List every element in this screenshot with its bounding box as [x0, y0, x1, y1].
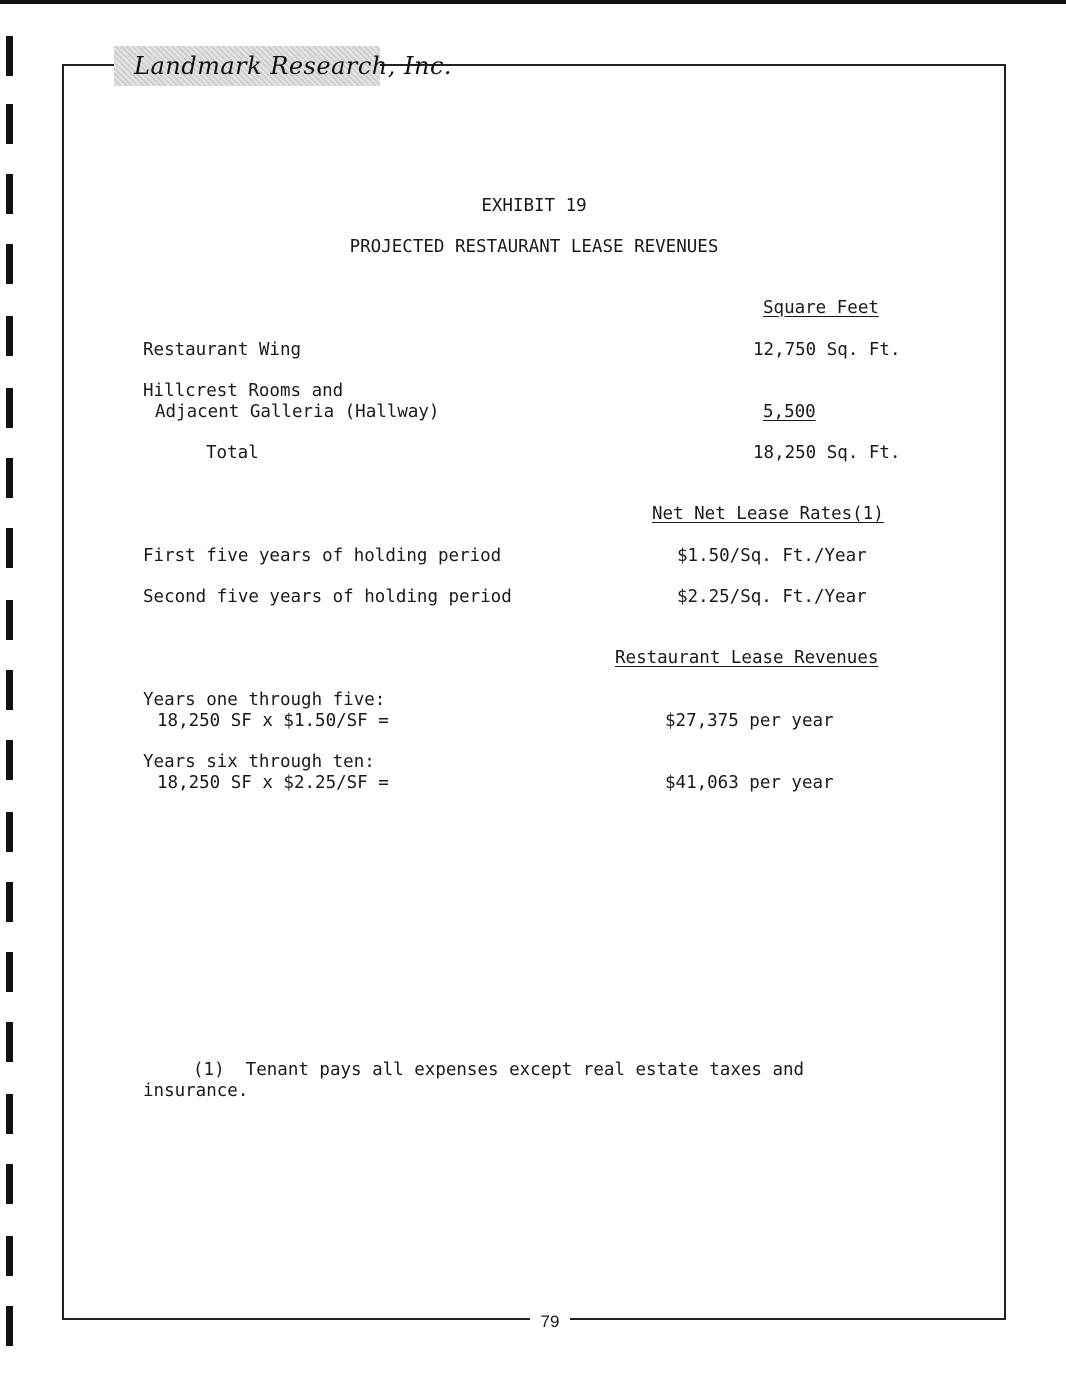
rate-label-first-five: First five years of holding period	[143, 546, 502, 566]
binder-mark	[6, 882, 13, 922]
binder-mark	[6, 104, 13, 144]
binder-mark	[6, 740, 13, 780]
company-logo	[114, 46, 453, 86]
rate-label-second-five: Second five years of holding period	[143, 587, 512, 607]
binder-mark	[6, 528, 13, 568]
row-value-hillcrest: 5,500	[763, 402, 816, 422]
company-logo-text: Landmark Research, Inc.	[134, 52, 453, 80]
page-top-edge	[0, 0, 1066, 4]
row-value-total: 18,250 Sq. Ft.	[753, 443, 901, 463]
revenue-label-years-1-5-line2: 18,250 SF x $1.50/SF =	[157, 711, 389, 731]
binder-mark	[6, 1164, 13, 1204]
binder-mark	[6, 36, 13, 76]
row-label-hillcrest-line1: Hillcrest Rooms and	[143, 381, 344, 401]
binder-mark	[6, 174, 13, 214]
page-number: 79	[530, 1308, 570, 1336]
footnote-line2: insurance.	[143, 1081, 249, 1101]
binder-mark	[6, 952, 13, 992]
binder-mark	[6, 388, 13, 428]
binder-mark	[6, 600, 13, 640]
rate-value-first-five: $1.50/Sq. Ft./Year	[677, 546, 867, 566]
exhibit-number: EXHIBIT 19	[481, 196, 587, 216]
binder-mark	[6, 1022, 13, 1062]
row-label-total: Total	[206, 443, 259, 463]
revenue-value-years-6-10: $41,063 per year	[665, 773, 834, 793]
binder-mark	[6, 1306, 13, 1346]
binder-mark	[6, 1094, 13, 1134]
binder-mark	[6, 244, 13, 284]
row-label-restaurant-wing: Restaurant Wing	[143, 340, 302, 360]
binder-mark	[6, 458, 13, 498]
square-feet-header: Square Feet	[763, 298, 879, 318]
binder-mark	[6, 316, 13, 356]
revenue-label-years-6-10-line1: Years six through ten:	[143, 752, 375, 772]
rate-value-second-five: $2.25/Sq. Ft./Year	[677, 587, 867, 607]
binder-mark	[6, 812, 13, 852]
revenues-header: Restaurant Lease Revenues	[615, 648, 879, 668]
revenue-label-years-1-5-line1: Years one through five:	[143, 690, 386, 710]
row-value-restaurant-wing: 12,750 Sq. Ft.	[753, 340, 901, 360]
lease-rates-header: Net Net Lease Rates(1)	[652, 504, 884, 524]
footnote-line1: (1) Tenant pays all expenses except real estate taxes and	[193, 1060, 805, 1080]
binder-mark	[6, 1236, 13, 1276]
exhibit-title: PROJECTED RESTAURANT LEASE REVENUES	[349, 237, 719, 257]
binder-mark	[6, 670, 13, 710]
revenue-label-years-6-10-line2: 18,250 SF x $2.25/SF =	[157, 773, 389, 793]
row-label-hillcrest-line2: Adjacent Galleria (Hallway)	[155, 402, 440, 422]
revenue-value-years-1-5: $27,375 per year	[665, 711, 834, 731]
